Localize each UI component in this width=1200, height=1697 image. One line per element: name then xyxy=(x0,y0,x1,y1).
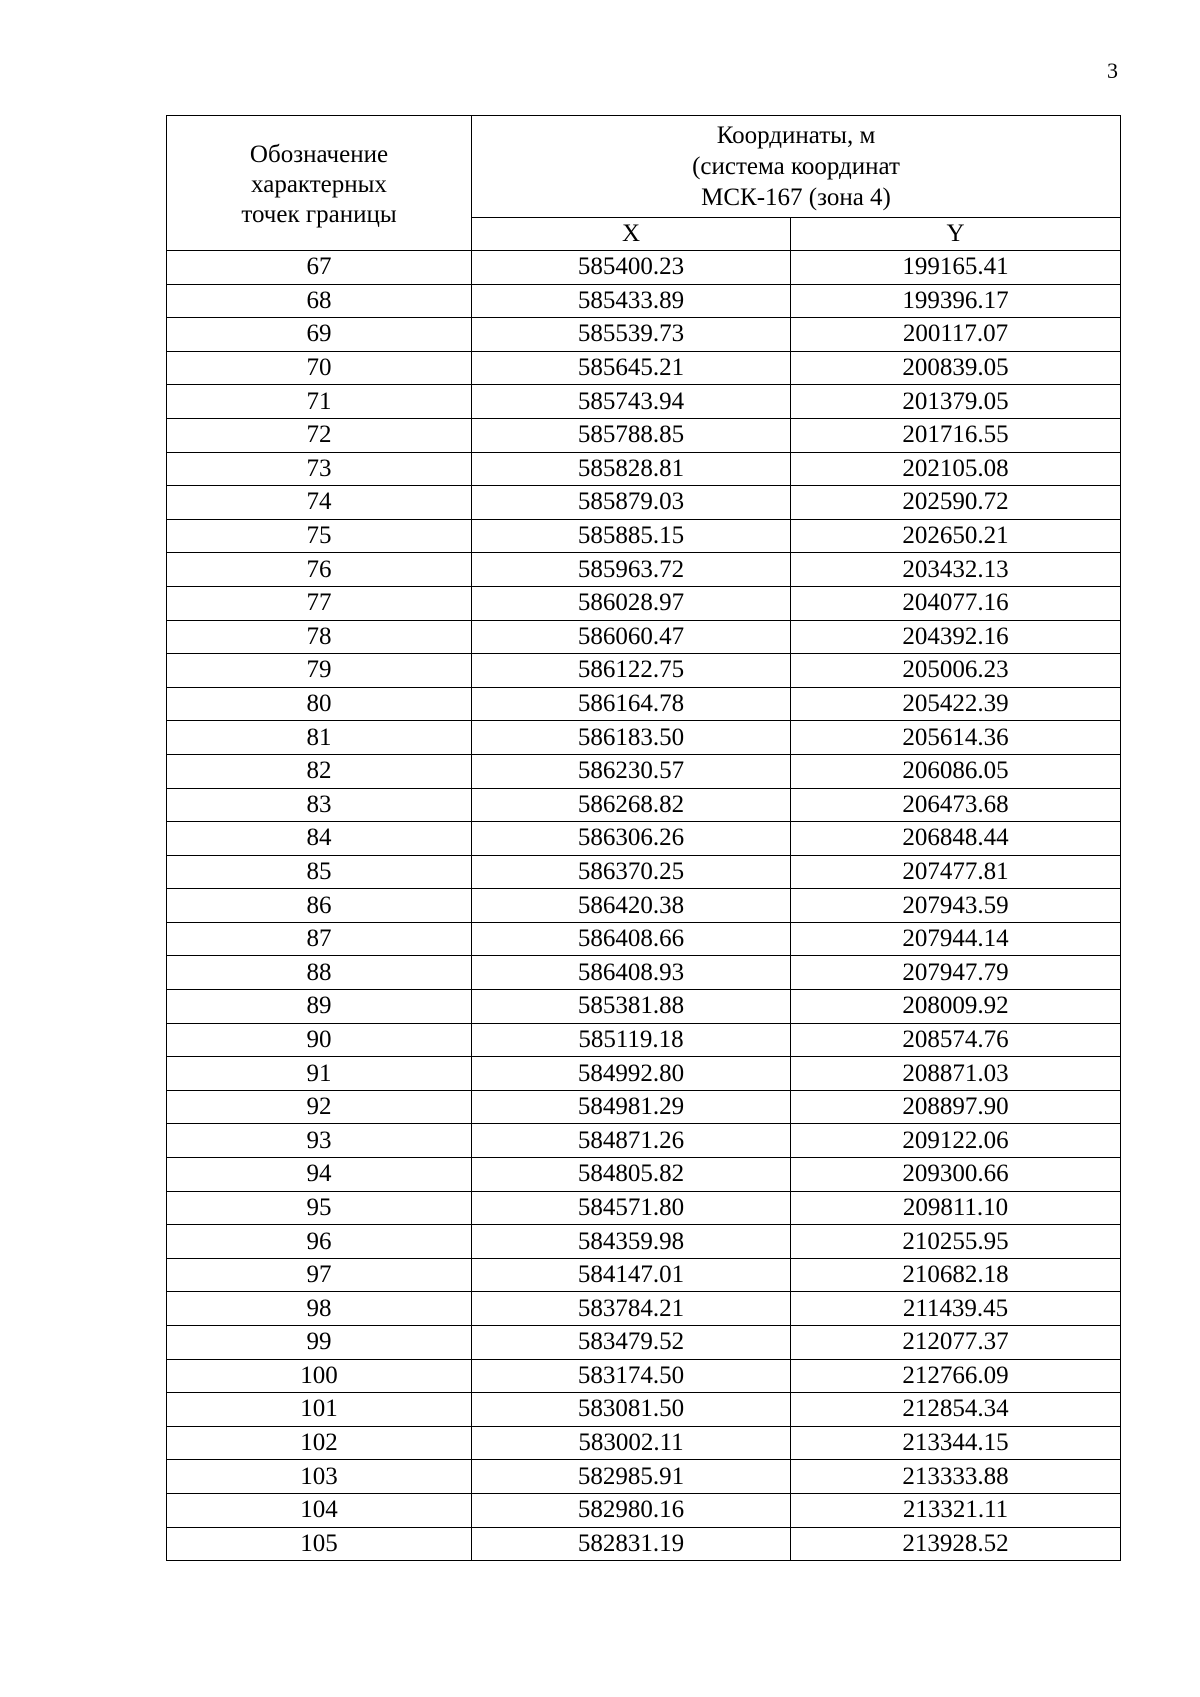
y-coordinate-cell: 208897.90 xyxy=(791,1090,1121,1124)
point-cell: 73 xyxy=(167,452,472,486)
x-coordinate-cell: 585788.85 xyxy=(472,418,791,452)
coords-header-line-3: МСК-167 (зона 4) xyxy=(701,184,891,211)
point-cell: 75 xyxy=(167,519,472,553)
table-row xyxy=(167,1057,1121,1091)
point-cell: 71 xyxy=(167,385,472,419)
point-cell: 105 xyxy=(167,1527,472,1561)
boundary-points-table xyxy=(166,115,1121,1561)
table-row xyxy=(167,687,1121,721)
x-coordinate-cell: 585433.89 xyxy=(472,284,791,318)
x-coordinate-cell: 585645.21 xyxy=(472,351,791,385)
x-coordinate-cell: 586268.82 xyxy=(472,788,791,822)
y-coordinate-cell: 201379.05 xyxy=(791,385,1121,419)
table-row xyxy=(167,1023,1121,1057)
table-row xyxy=(167,1124,1121,1158)
x-coordinate-cell: 582980.16 xyxy=(472,1493,791,1527)
point-cell: 86 xyxy=(167,889,472,923)
y-coordinate-cell: 210255.95 xyxy=(791,1225,1121,1259)
table-row xyxy=(167,452,1121,486)
y-coordinate-cell: 202650.21 xyxy=(791,519,1121,553)
y-coordinate-cell: 207477.81 xyxy=(791,855,1121,889)
point-cell: 68 xyxy=(167,284,472,318)
x-column-header: X xyxy=(472,218,791,251)
y-coordinate-cell: 208574.76 xyxy=(791,1023,1121,1057)
point-cell: 77 xyxy=(167,586,472,620)
x-coordinate-cell: 586306.26 xyxy=(472,822,791,856)
table-row xyxy=(167,1158,1121,1192)
x-coordinate-cell: 583002.11 xyxy=(472,1426,791,1460)
x-coordinate-cell: 586183.50 xyxy=(472,721,791,755)
x-coordinate-cell: 585743.94 xyxy=(472,385,791,419)
y-coordinate-cell: 199396.17 xyxy=(791,284,1121,318)
x-coordinate-cell: 584981.29 xyxy=(472,1090,791,1124)
point-cell: 92 xyxy=(167,1090,472,1124)
y-coordinate-cell: 211439.45 xyxy=(791,1292,1121,1326)
x-coordinate-cell: 585381.88 xyxy=(472,990,791,1024)
point-cell: 81 xyxy=(167,721,472,755)
x-coordinate-cell: 583081.50 xyxy=(472,1393,791,1427)
table-row xyxy=(167,754,1121,788)
coords-header-line-1: Координаты, м xyxy=(716,122,876,149)
y-coordinate-cell: 205422.39 xyxy=(791,687,1121,721)
y-coordinate-cell: 206848.44 xyxy=(791,822,1121,856)
x-coordinate-cell: 586408.66 xyxy=(472,922,791,956)
table-row xyxy=(167,1359,1121,1393)
point-cell: 93 xyxy=(167,1124,472,1158)
y-coordinate-cell: 213344.15 xyxy=(791,1426,1121,1460)
point-cell: 89 xyxy=(167,990,472,1024)
x-coordinate-cell: 585879.03 xyxy=(472,486,791,520)
coordinates-header xyxy=(472,116,1121,218)
y-coordinate-cell: 206473.68 xyxy=(791,788,1121,822)
y-coordinate-cell: 213928.52 xyxy=(791,1527,1121,1561)
table-row xyxy=(167,385,1121,419)
y-coordinate-cell: 201716.55 xyxy=(791,418,1121,452)
point-header-line-2: характерных xyxy=(251,171,387,198)
point-cell: 79 xyxy=(167,654,472,688)
point-cell: 103 xyxy=(167,1460,472,1494)
y-coordinate-cell: 204392.16 xyxy=(791,620,1121,654)
x-coordinate-cell: 584147.01 xyxy=(472,1258,791,1292)
y-column-header: Y xyxy=(791,218,1121,251)
y-coordinate-cell: 207944.14 xyxy=(791,922,1121,956)
table-row xyxy=(167,1426,1121,1460)
point-cell: 70 xyxy=(167,351,472,385)
table-row xyxy=(167,855,1121,889)
y-coordinate-cell: 212854.34 xyxy=(791,1393,1121,1427)
x-coordinate-cell: 583174.50 xyxy=(472,1359,791,1393)
x-coordinate-cell: 585400.23 xyxy=(472,251,791,285)
point-cell: 76 xyxy=(167,553,472,587)
page-number: 3 xyxy=(1107,58,1118,83)
y-coordinate-cell: 209300.66 xyxy=(791,1158,1121,1192)
point-cell: 99 xyxy=(167,1326,472,1360)
table-row xyxy=(167,418,1121,452)
y-coordinate-cell: 209811.10 xyxy=(791,1191,1121,1225)
x-coordinate-cell: 582985.91 xyxy=(472,1460,791,1494)
point-cell: 83 xyxy=(167,788,472,822)
point-header-line-1: Обозначение xyxy=(249,141,389,168)
point-cell: 102 xyxy=(167,1426,472,1460)
point-header-line-3: точек границы xyxy=(241,201,397,228)
x-coordinate-cell: 584871.26 xyxy=(472,1124,791,1158)
x-coordinate-cell: 586408.93 xyxy=(472,956,791,990)
point-cell: 91 xyxy=(167,1057,472,1091)
point-cell: 97 xyxy=(167,1258,472,1292)
x-coordinate-cell: 584571.80 xyxy=(472,1191,791,1225)
table-row xyxy=(167,1225,1121,1259)
coords-header-line-2: (система координат xyxy=(692,153,900,180)
y-coordinate-cell: 202590.72 xyxy=(791,486,1121,520)
y-coordinate-cell: 208871.03 xyxy=(791,1057,1121,1091)
table-row xyxy=(167,889,1121,923)
x-coordinate-cell: 583784.21 xyxy=(472,1292,791,1326)
point-cell: 95 xyxy=(167,1191,472,1225)
x-coordinate-cell: 583479.52 xyxy=(472,1326,791,1360)
y-coordinate-cell: 207943.59 xyxy=(791,889,1121,923)
x-coordinate-cell: 585539.73 xyxy=(472,318,791,352)
point-cell: 78 xyxy=(167,620,472,654)
point-cell: 100 xyxy=(167,1359,472,1393)
x-coordinate-cell: 584359.98 xyxy=(472,1225,791,1259)
x-coordinate-cell: 586060.47 xyxy=(472,620,791,654)
y-coordinate-cell: 212077.37 xyxy=(791,1326,1121,1360)
x-coordinate-cell: 585119.18 xyxy=(472,1023,791,1057)
point-cell: 98 xyxy=(167,1292,472,1326)
y-coordinate-cell: 209122.06 xyxy=(791,1124,1121,1158)
point-cell: 87 xyxy=(167,922,472,956)
table-row xyxy=(167,486,1121,520)
table-row xyxy=(167,1326,1121,1360)
y-coordinate-cell: 210682.18 xyxy=(791,1258,1121,1292)
table-row xyxy=(167,1393,1121,1427)
y-coordinate-cell: 200839.05 xyxy=(791,351,1121,385)
point-cell: 69 xyxy=(167,318,472,352)
y-coordinate-cell: 205006.23 xyxy=(791,654,1121,688)
x-coordinate-cell: 586420.38 xyxy=(472,889,791,923)
table-row xyxy=(167,586,1121,620)
table-row xyxy=(167,956,1121,990)
table-row xyxy=(167,1527,1121,1561)
table-row xyxy=(167,1090,1121,1124)
point-cell: 94 xyxy=(167,1158,472,1192)
y-coordinate-cell: 208009.92 xyxy=(791,990,1121,1024)
table-row xyxy=(167,553,1121,587)
table-header xyxy=(167,116,1121,251)
y-coordinate-cell: 203432.13 xyxy=(791,553,1121,587)
x-coordinate-cell: 584805.82 xyxy=(472,1158,791,1192)
x-coordinate-cell: 586028.97 xyxy=(472,586,791,620)
table-row xyxy=(167,620,1121,654)
y-coordinate-cell: 200117.07 xyxy=(791,318,1121,352)
y-coordinate-cell: 206086.05 xyxy=(791,754,1121,788)
x-coordinate-cell: 582831.19 xyxy=(472,1527,791,1561)
point-cell: 80 xyxy=(167,687,472,721)
point-designation-header xyxy=(167,116,472,251)
table-row xyxy=(167,788,1121,822)
table-row xyxy=(167,654,1121,688)
x-coordinate-cell: 586164.78 xyxy=(472,687,791,721)
x-coordinate-cell: 586370.25 xyxy=(472,855,791,889)
point-cell: 85 xyxy=(167,855,472,889)
x-coordinate-cell: 585885.15 xyxy=(472,519,791,553)
table-row xyxy=(167,990,1121,1024)
table-row xyxy=(167,721,1121,755)
y-coordinate-cell: 202105.08 xyxy=(791,452,1121,486)
x-coordinate-cell: 584992.80 xyxy=(472,1057,791,1091)
x-coordinate-cell: 585963.72 xyxy=(472,553,791,587)
point-cell: 104 xyxy=(167,1493,472,1527)
table-row xyxy=(167,1493,1121,1527)
point-cell: 84 xyxy=(167,822,472,856)
table-body xyxy=(167,251,1121,1561)
point-cell: 90 xyxy=(167,1023,472,1057)
table-row xyxy=(167,284,1121,318)
y-coordinate-cell: 212766.09 xyxy=(791,1359,1121,1393)
point-cell: 88 xyxy=(167,956,472,990)
table-row xyxy=(167,822,1121,856)
point-cell: 74 xyxy=(167,486,472,520)
x-coordinate-cell: 586122.75 xyxy=(472,654,791,688)
table-row xyxy=(167,1258,1121,1292)
point-cell: 72 xyxy=(167,418,472,452)
y-coordinate-cell: 205614.36 xyxy=(791,721,1121,755)
table-row xyxy=(167,1191,1121,1225)
table-row xyxy=(167,1460,1121,1494)
x-coordinate-cell: 586230.57 xyxy=(472,754,791,788)
y-coordinate-cell: 199165.41 xyxy=(791,251,1121,285)
table-row xyxy=(167,1292,1121,1326)
table-row xyxy=(167,519,1121,553)
point-cell: 96 xyxy=(167,1225,472,1259)
y-coordinate-cell: 204077.16 xyxy=(791,586,1121,620)
x-coordinate-cell: 585828.81 xyxy=(472,452,791,486)
point-cell: 67 xyxy=(167,251,472,285)
table-row xyxy=(167,922,1121,956)
point-cell: 82 xyxy=(167,754,472,788)
y-coordinate-cell: 213321.11 xyxy=(791,1493,1121,1527)
table-row xyxy=(167,351,1121,385)
point-cell: 101 xyxy=(167,1393,472,1427)
table-row xyxy=(167,251,1121,285)
table-row xyxy=(167,318,1121,352)
y-coordinate-cell: 213333.88 xyxy=(791,1460,1121,1494)
y-coordinate-cell: 207947.79 xyxy=(791,956,1121,990)
